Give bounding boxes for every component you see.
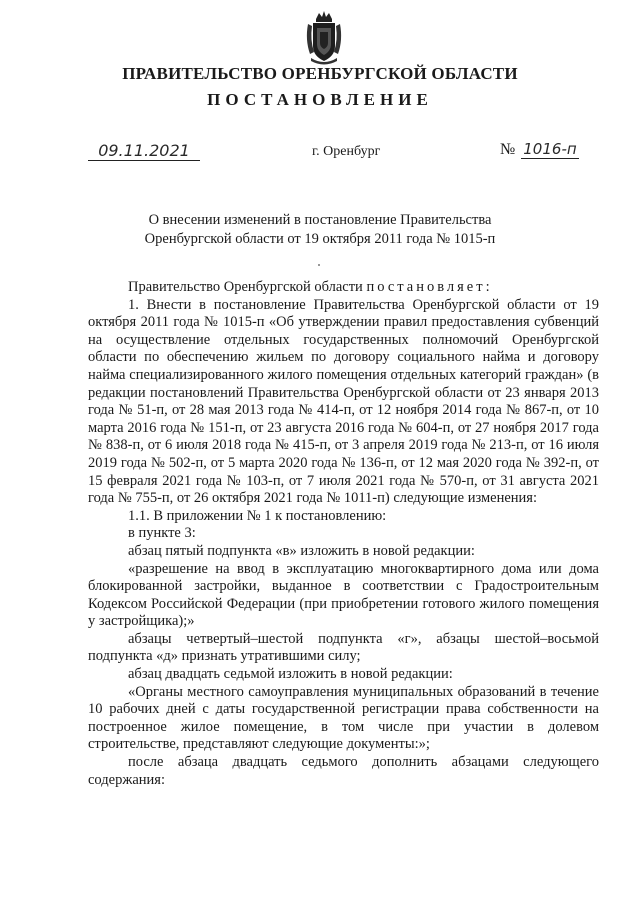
paragraph-2: 1.1. В приложении № 1 к постановлению: [128, 507, 387, 524]
paragraph-6: абзацы четвертый–шестой подпункта «г», абзацы шестой–восьмой подпункта «д» признать утратившими силу; [88, 630, 599, 665]
intro-colon: : [485, 279, 490, 295]
scan-speck [318, 264, 320, 266]
paragraph-4: абзац пятый подпункта «в» изложить в новой редакции: [128, 542, 475, 559]
document-subject [0, 211, 640, 249]
paragraph-3: в пункте 3: [128, 525, 196, 542]
subject-line-2: Оренбургской области от 19 октября 2011 года № 1015-п [144, 231, 496, 247]
number-value: 1016-п [523, 140, 577, 158]
paragraph-1: 1. Внести в постановление Правительства Оренбургской области от 19 октября 2011 года № 1015-п «Об утверждении правил предоставления субвенций на осуществление отдельных государственных полномочий Оренбургской области по обеспечению жильем по договору социального найма и договору найма специализированного жилого помещения отдельных категорий граждан» (в редакции постановлений Правительства Оренбургской области от 23 января 2013 года № 51-п, от 28 мая 2013 года № 414-п, от 12 ноября 2014 года № 867-п, от 10 марта 2016 года № 151-п, от 23 августа 2016 года № 604-п, от 27 ноября 2017 года № 838-п, от 6 июля 2018 года № 415-п, от 3 апреля 2019 года № 213-п, от 16 июля 2019 года № 502-п, от 5 марта 2020 года № 136-п, от 12 мая 2020 года № 392-п, от 15 февраля 2021 года № 103-п, от 7 июля 2021 года № 570-п, от 31 августа 2021 года № 755-п, от 26 октября 2021 года № 1011-п) следующие изменения: [88, 296, 599, 507]
number-sign: № [500, 141, 516, 158]
government-title: ПРАВИТЕЛЬСТВО ОРЕНБУРГСКОЙ ОБЛАСТИ [122, 64, 518, 83]
document-date: 09.11.2021 [88, 143, 200, 161]
document-number [500, 140, 579, 159]
document-city: г. Оренбург [312, 144, 381, 159]
intro-paragraph [88, 279, 599, 297]
intro-text: Правительство Оренбургской области [128, 279, 367, 295]
paragraph-7: абзац двадцать седьмой изложить в новой редакции: [128, 666, 453, 683]
document-body [88, 279, 599, 789]
paragraph-8: «Органы местного самоуправления муниципальных образований в течение 10 рабочих дней с даты государственной регистрации права собственности на построенное жилое помещение, в том числе при участии в долевом строительстве, представляют следующие документы:»; [88, 683, 599, 753]
subject-line-1: О внесении изменений в постановление Правительства [148, 212, 492, 228]
paragraph-9: после абзаца двадцать седьмого дополнить абзацами следующего содержания: [88, 754, 599, 788]
coat-of-arms-emblem [303, 10, 345, 66]
document-type-title: ПОСТАНОВЛЕНИЕ [207, 90, 433, 109]
intro-verb: постановляет [366, 279, 486, 295]
paragraph-5: «разрешение на ввод в эксплуатацию многоквартирного дома или дома блокированной застройки, выданное в соответствии с Градостроительным Кодексом Российской Федерации (при приобретении готового жилого помещения у застройщика);» [88, 560, 599, 630]
